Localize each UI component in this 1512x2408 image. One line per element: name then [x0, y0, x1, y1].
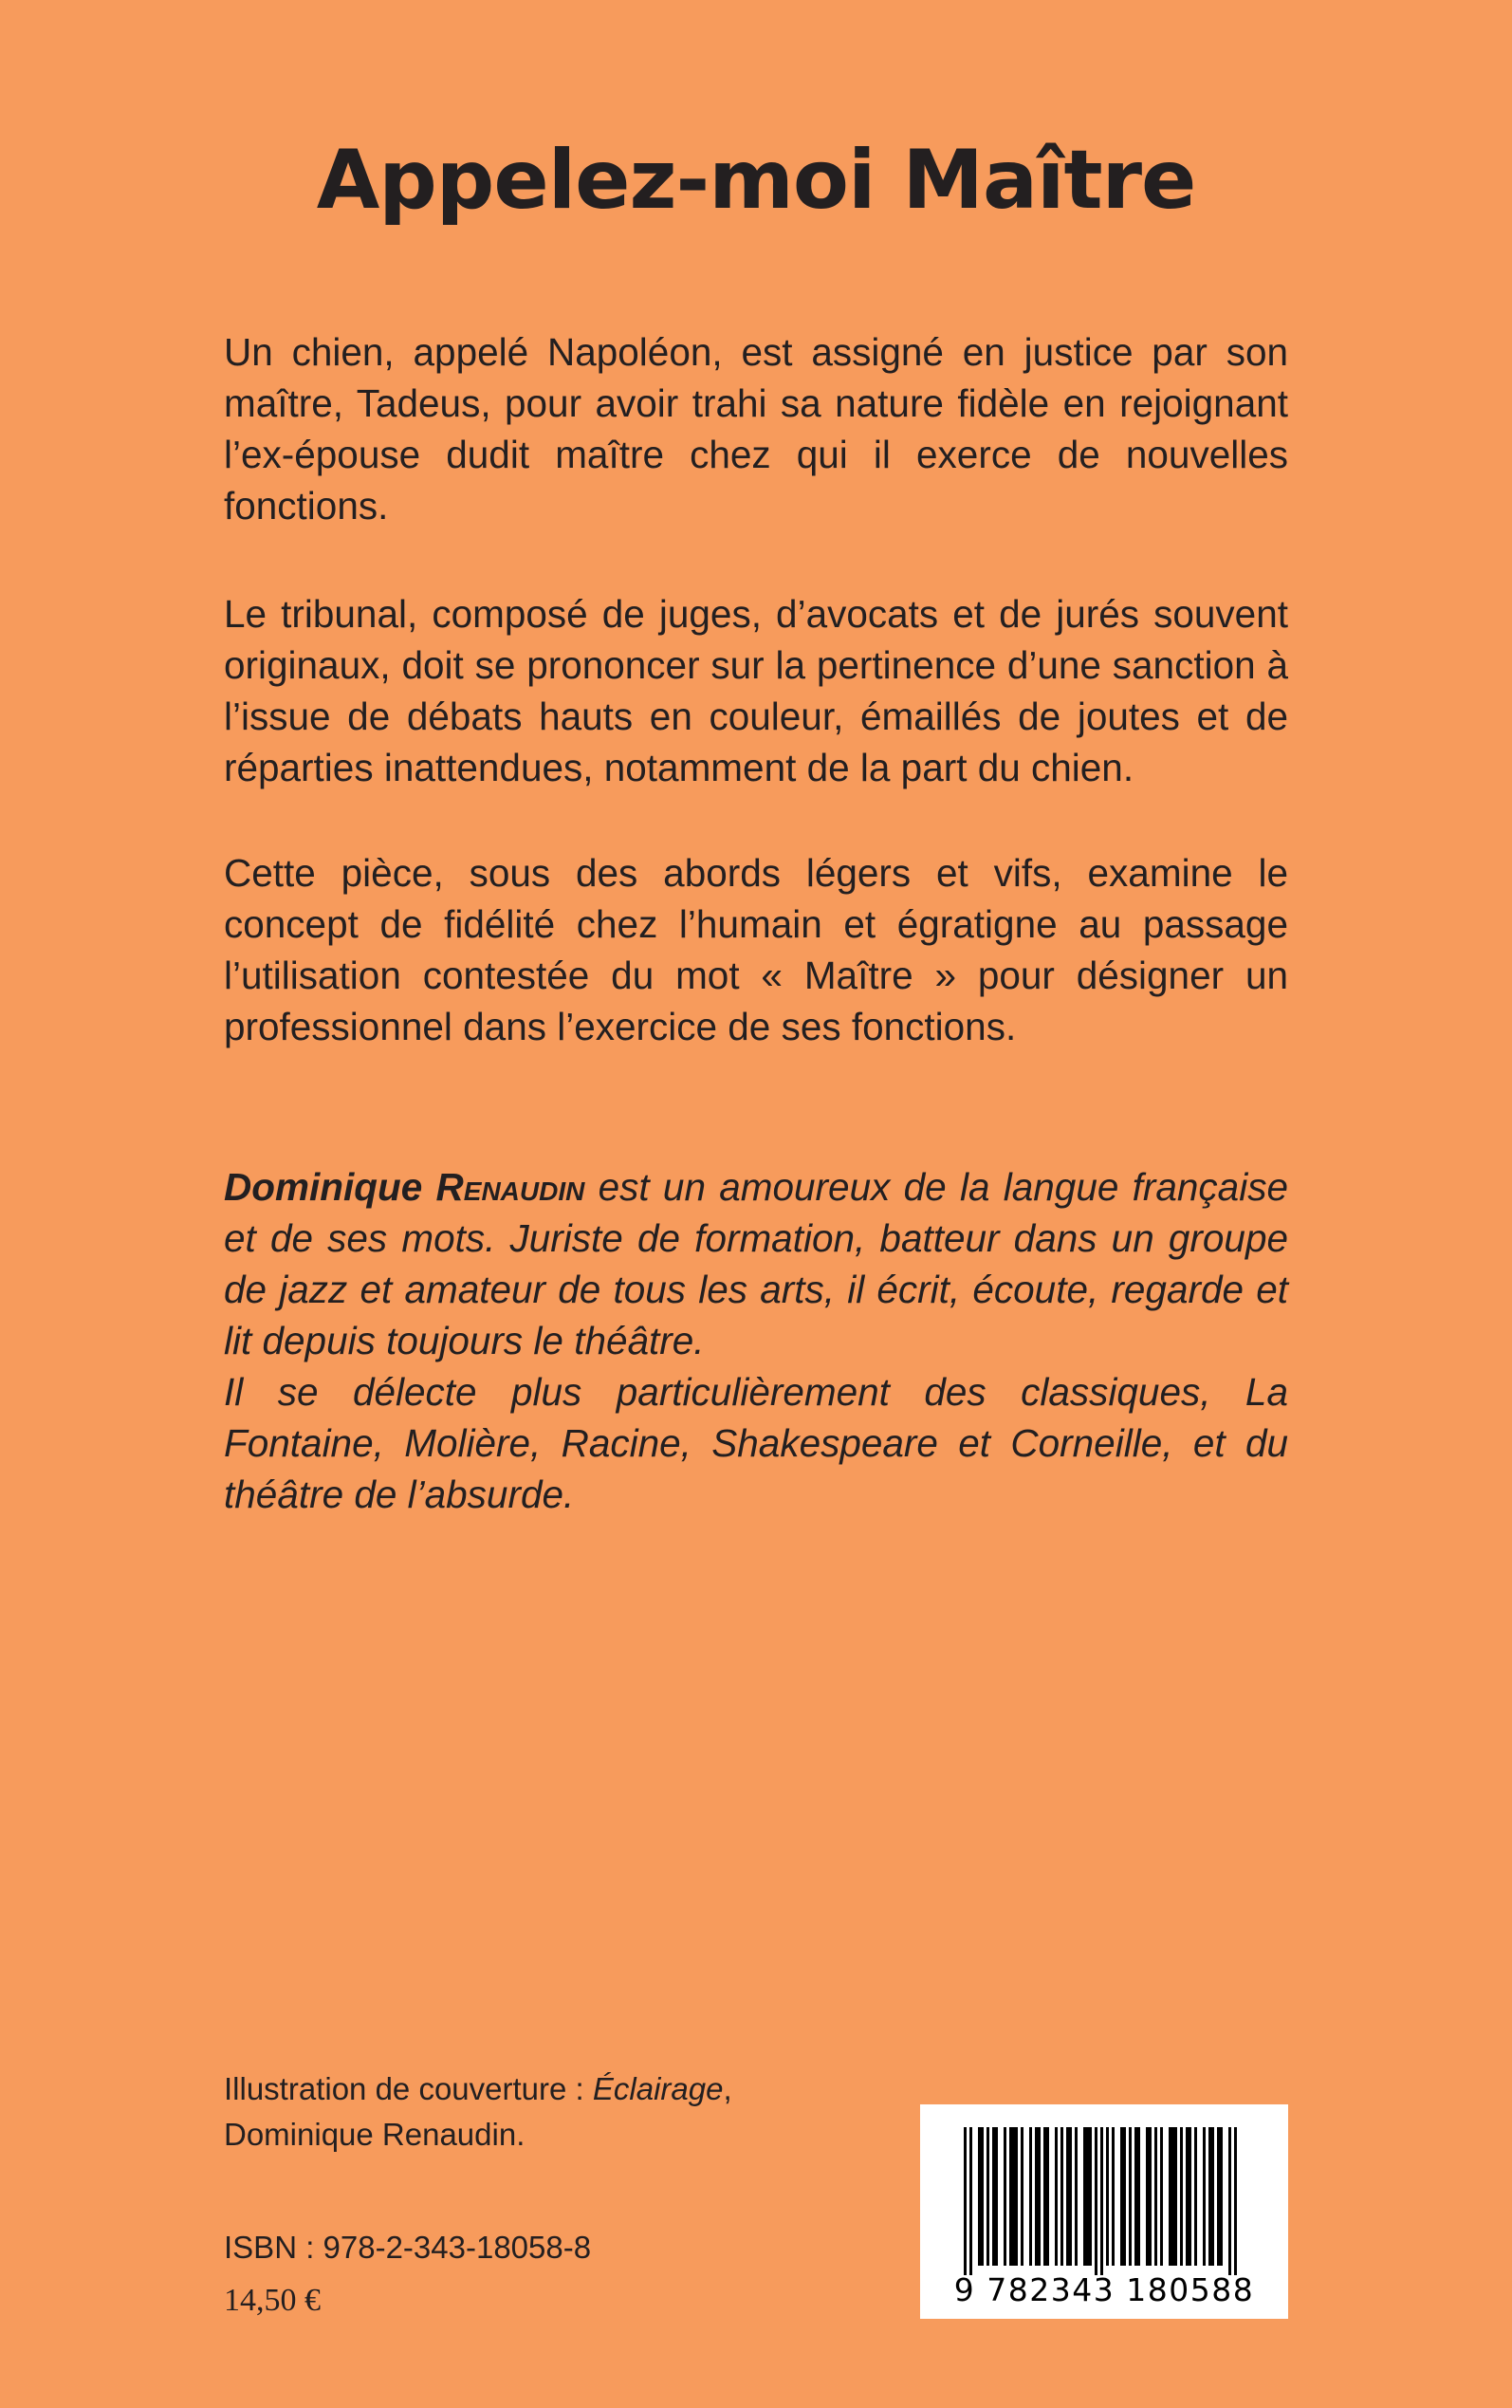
barcode-bar: [1035, 2127, 1038, 2266]
barcode-bar: [978, 2127, 981, 2266]
author-bio-paragraph-1: [224, 1161, 1288, 1366]
barcode-bar: [1186, 2127, 1189, 2266]
cover-credit: [224, 2066, 732, 2158]
barcode-bar: [1146, 2127, 1149, 2266]
barcode-bar: [1083, 2127, 1086, 2266]
barcode-bar: [1029, 2127, 1032, 2266]
author-bio-text-1: est un amoureux de la langue française et de ses mots. Juriste de formation, batteur dans un groupe de jazz et amateur de tous les arts, il écrit, écoute, regarde et lit depuis toujours le théâtre.: [224, 1165, 1288, 1362]
barcode-bar: [1046, 2127, 1049, 2266]
barcode-bar: [1234, 2127, 1237, 2275]
barcode-bar: [1069, 2127, 1072, 2266]
barcode-bar: [1038, 2127, 1041, 2266]
barcode-bar: [1021, 2127, 1023, 2266]
author-first-name: Dominique: [224, 1165, 423, 1209]
barcode-bar: [1004, 2127, 1006, 2266]
barcode-bar: [992, 2127, 995, 2266]
isbn: ISBN : 978-2-343-18058-8: [224, 2230, 592, 2265]
barcode-bar: [1174, 2127, 1177, 2266]
barcode-bar: [1137, 2127, 1140, 2266]
barcode-bar: [1171, 2127, 1174, 2266]
barcode-bar: [1012, 2127, 1015, 2266]
barcode-bar: [1169, 2127, 1171, 2266]
barcode-bar: [1208, 2127, 1211, 2266]
price: 14,50 €: [224, 2283, 321, 2318]
barcode-bar: [1100, 2127, 1103, 2275]
barcode-bar: [1211, 2127, 1214, 2266]
author-last-name: Renaudin: [435, 1165, 585, 1209]
barcode-bar: [1217, 2127, 1220, 2266]
credit-work-title: Éclairage: [592, 2071, 724, 2106]
credit-artist: Dominique Renaudin.: [224, 2117, 526, 2152]
barcode-bar: [1015, 2127, 1018, 2266]
synopsis-paragraph-1: Un chien, appelé Napoléon, est assigné en justice par son maître, Tadeus, pour avoir trahi sa nature fidèle en rejoignant l’ex-épouse dudit maître chez qui il exerce de nouvelles fonctions.: [224, 330, 1288, 528]
barcode-bar: [1009, 2127, 1012, 2266]
barcode-bar: [986, 2127, 989, 2266]
book-title: Appelez-moi Maître: [316, 133, 1196, 228]
barcode-bar: [1203, 2127, 1206, 2266]
barcode-bar: [964, 2127, 967, 2275]
synopsis-paragraph-3: Cette pièce, sous des abords légers et vifs, examine le concept de fidélité chez l’humain et égratigne au passage l’utilisation contestée du mot « Maître » pour désigner un professionnel dans l’exercice de ses fonctions.: [224, 851, 1288, 1048]
barcode-bar: [1043, 2127, 1046, 2266]
barcode-bar: [1120, 2127, 1123, 2266]
barcode-bar: [1220, 2127, 1223, 2266]
barcode-bar: [1180, 2127, 1183, 2266]
barcode-bar: [1112, 2127, 1115, 2266]
credit-suffix: ,: [723, 2071, 732, 2106]
barcode-bar: [981, 2127, 984, 2266]
barcode-bar: [1123, 2127, 1126, 2266]
barcode-bar: [1160, 2127, 1163, 2266]
barcode-bar: [1106, 2127, 1109, 2266]
barcode-bar: [1134, 2127, 1137, 2266]
credit-prefix: Illustration de couverture :: [224, 2071, 593, 2106]
barcode-bar: [969, 2127, 972, 2275]
barcode-bar: [1095, 2127, 1097, 2275]
barcode-bar: [1194, 2127, 1197, 2266]
barcode-bar: [1149, 2127, 1152, 2266]
author-bio-paragraph-2: Il se délecte plus particulièrement des classiques, La Fontaine, Molière, Racine, Shakespeare et Corneille, et du théâtre de l’absurde.: [224, 1370, 1288, 1516]
barcode-bar: [1228, 2127, 1231, 2275]
barcode-bar: [1129, 2127, 1132, 2266]
barcode: [920, 2104, 1288, 2319]
barcode-bar: [1066, 2127, 1069, 2266]
barcode-bar: [1086, 2127, 1089, 2266]
barcode-bar: [995, 2127, 998, 2266]
barcode-bar: [1189, 2127, 1191, 2266]
barcode-bar: [1060, 2127, 1063, 2266]
synopsis-paragraph-2: Le tribunal, composé de juges, d’avocats et de jurés souvent originaux, doit se prononcer sur la pertinence d’une sanction à l’issue de débats hauts en couleur, émaillés de joutes et de réparties inattendues, notamment de la part du chien.: [224, 592, 1288, 789]
author-bio: [224, 1161, 1288, 1520]
barcode-bar: [1055, 2127, 1058, 2266]
barcode-bar: [1089, 2127, 1092, 2266]
barcode-bar: [1154, 2127, 1157, 2266]
barcode-digits: 9 782343 180588: [953, 2271, 1255, 2308]
barcode-bar: [1075, 2127, 1078, 2266]
